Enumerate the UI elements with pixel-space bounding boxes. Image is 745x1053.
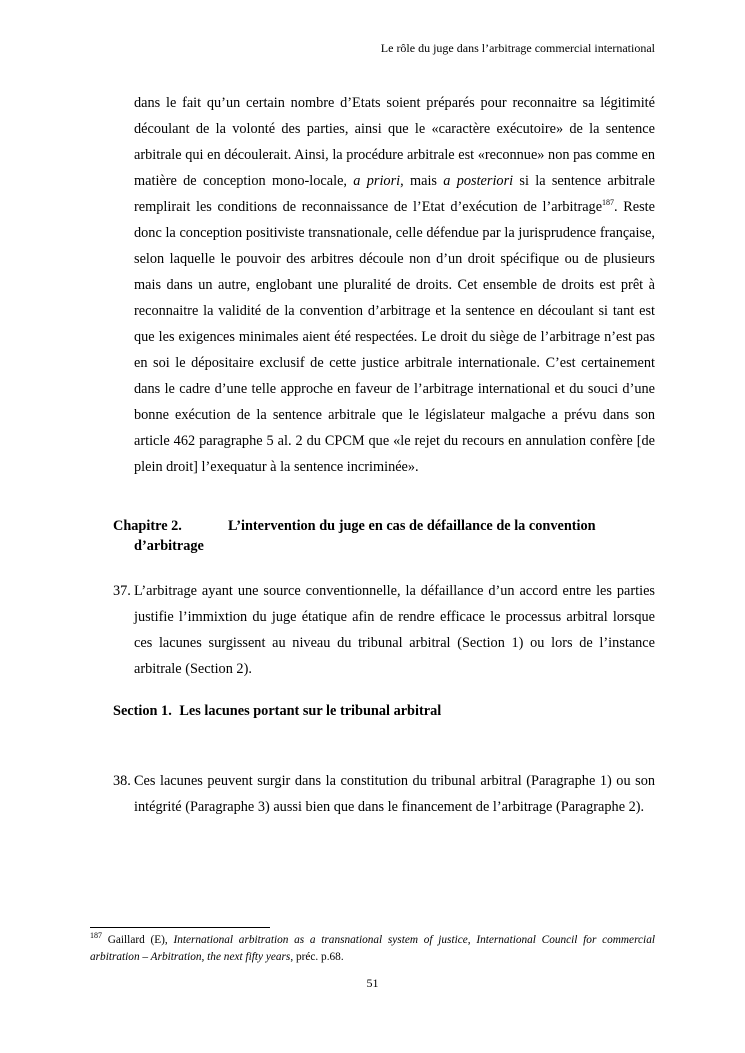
chapter-title-line2: d’arbitrage: [134, 538, 204, 554]
numbered-paragraph-38: [113, 768, 655, 820]
section-heading: [113, 701, 441, 721]
footnote-author: Gaillard (E),: [102, 934, 174, 946]
footnote-title: International arbitration as a transnational system of justice: [173, 934, 468, 946]
footnote-text: ,: [467, 934, 477, 946]
page-number: 51: [366, 976, 379, 990]
paragraph-text: Ces lacunes peuvent surgir dans la constitution du tribunal arbitral (Paragraphe 1) ou son intégrité (Paragraphe 3) aussi bien que dans le financement de l’arbitrage (Paragraphe 2).: [134, 773, 655, 815]
section-label: Section 1.: [113, 703, 172, 719]
section-title: Les lacunes portant sur le tribunal arbitral: [179, 703, 442, 719]
footnote-separator: [90, 927, 270, 928]
footnote-reference[interactable]: 187: [602, 198, 615, 208]
footnote-number: 187: [90, 931, 102, 941]
footnote: [90, 932, 655, 966]
chapter-heading: [113, 516, 655, 556]
paragraph-number: 37.: [113, 583, 131, 599]
paragraph-number: 38.: [113, 773, 131, 789]
italic-term: a priori: [353, 173, 401, 189]
paragraph-text: dans le fait qu’un certain nombre d’Etats soient préparés pour reconnaitre sa légitimité découlant de la volonté des parties, ainsi que le «caractère exécutoire» de la sentence arbitrale qui en découlerait. Ainsi, la procédure arbitrale est «reconnue» non pas comme en matière de conception mono-locale,: [134, 95, 655, 189]
paragraph-text: L’arbitrage ayant une source conventionnelle, la défaillance d’un accord entre les parties justifie l’immixtion du juge étatique afin de rendre efficace le processus arbitral lorsque ces lacunes surgissent au niveau du tribunal arbitral (Section 1) ou lors de l’instance arbitrale (Section 2).: [134, 583, 655, 677]
footnote-source: International Council for commercial arbitration – Arbitration, the next fifty years: [90, 934, 655, 963]
chapter-title-line1: L’intervention du juge en cas de défaillance de la convention: [228, 518, 596, 534]
paragraph-text: . Reste donc la conception positiviste transnationale, celle défendue par la jurisprudence française, selon laquelle le pouvoir des arbitres découle non d’un droit spécifique ou de plusieurs mais dans un autre, englobant une pluralité de droits. Cet ensemble de droits est prêt à reconnaitre la validité de la convention d’arbitrage et la sentence en découlant si tant est que les exigences minimales aient été respectées. Le droit du siège de l’arbitrage n’est pas en soi le dépositaire exclusif de cette justice arbitrale internationale. C’est certainement dans le cadre d’une telle approche en faveur de l’arbitrage international et du souci d’une bonne exécution de la sentence arbitrale que le législateur malgache a prévu dans son article 462 paragraphe 5 al. 2 du CPCM que «le rejet du recours en annulation confère [de plein droit] l’exequatur à la sentence incriminée».: [134, 199, 655, 475]
paragraph-text: si la sentence arbitrale remplirait les conditions de reconnaissance de l’Etat d’exécution de l’arbitrage: [134, 173, 655, 215]
italic-term: a posteriori: [443, 173, 514, 189]
numbered-paragraph-37: [113, 578, 655, 682]
paragraph-text: , mais: [400, 173, 444, 189]
running-header: Le rôle du juge dans l’arbitrage commercial international: [380, 41, 655, 55]
chapter-label: Chapitre 2.: [113, 518, 182, 534]
footnote-text: , préc. p.68.: [290, 951, 344, 963]
continued-paragraph: [134, 90, 655, 480]
